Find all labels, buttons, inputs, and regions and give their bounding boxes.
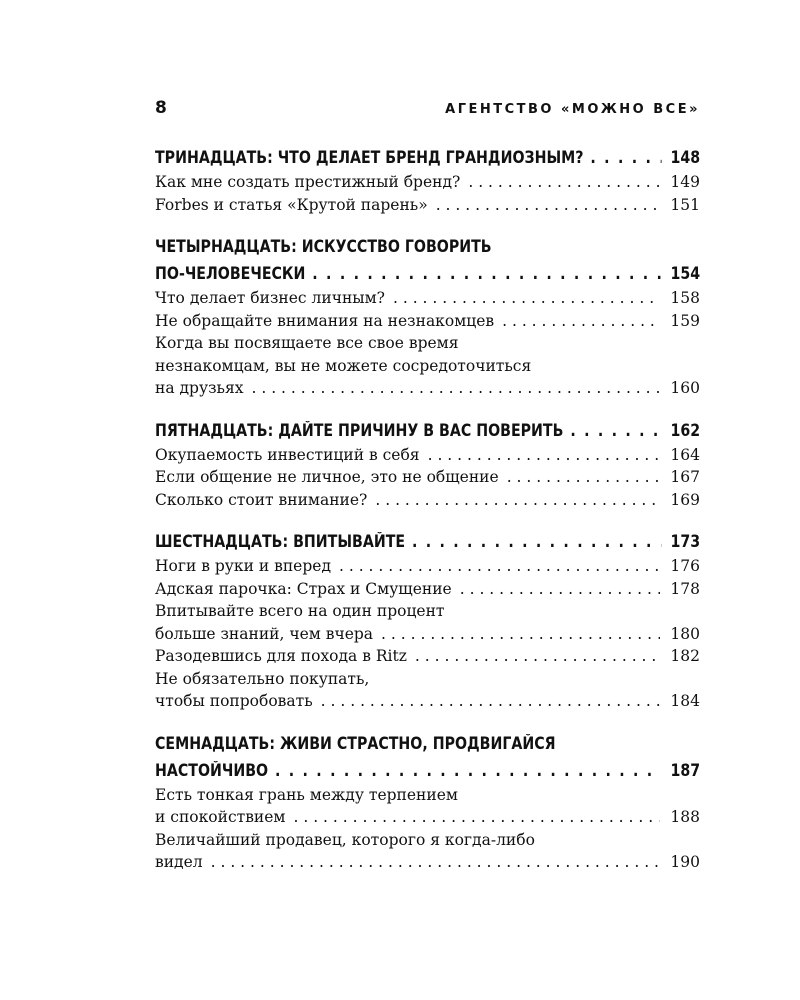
toc-chapter-line bbox=[155, 528, 700, 555]
toc-entry-line bbox=[155, 466, 700, 489]
entry-title: чтобы попробовать bbox=[155, 692, 313, 710]
toc-page-number: 162 bbox=[670, 420, 701, 440]
toc-entry-line bbox=[155, 194, 700, 217]
toc-page-number: 167 bbox=[670, 468, 700, 486]
dot-leader bbox=[468, 171, 660, 194]
toc-chapter-line bbox=[155, 260, 700, 287]
toc-entry-line bbox=[155, 578, 700, 601]
toc-page-number: 180 bbox=[670, 624, 700, 643]
chapter-title: ШЕСТНАДЦАТЬ: ВПИТЫВАЙТЕ bbox=[155, 532, 406, 551]
entry-title: Не обращайте внимания на незнакомцев bbox=[155, 311, 495, 330]
entry-title: Адская парочка: Страх и Смущение bbox=[155, 579, 452, 598]
toc-page-number: 169 bbox=[670, 490, 700, 509]
dot-leader bbox=[415, 645, 661, 668]
toc-entry-line bbox=[155, 668, 700, 691]
toc-chapter-line bbox=[155, 417, 700, 444]
toc-section bbox=[155, 528, 700, 713]
page-number: 8 bbox=[155, 98, 167, 118]
toc-chapter-line bbox=[155, 730, 700, 757]
chapter-title: НАСТОЙЧИВО bbox=[155, 760, 269, 780]
entry-title: Окупаемость инвестиций в себя bbox=[155, 445, 420, 464]
toc-chapter-line bbox=[155, 233, 700, 260]
entry-title: Впитывайте всего на один процент bbox=[155, 602, 445, 620]
chapter-title: ПО-ЧЕЛОВЕЧЕСКИ bbox=[155, 264, 306, 283]
dot-leader bbox=[381, 623, 660, 646]
dot-leader bbox=[502, 310, 660, 333]
toc-page-number: 154 bbox=[670, 264, 701, 283]
toc-entry-line bbox=[155, 287, 700, 310]
dot-leader bbox=[321, 690, 661, 713]
toc-page-number: 173 bbox=[670, 532, 701, 551]
toc-page-number: 159 bbox=[670, 311, 700, 330]
entry-title: незнакомцам, вы не можете сосредоточиться bbox=[155, 356, 532, 375]
toc-chapter-line bbox=[155, 757, 700, 784]
entry-title: Не обязательно покупать, bbox=[155, 669, 370, 688]
dot-leader bbox=[252, 377, 661, 400]
entry-title: видел bbox=[155, 853, 203, 871]
toc-section bbox=[155, 417, 700, 512]
toc-section bbox=[155, 730, 700, 874]
toc-page-number: 187 bbox=[670, 760, 701, 780]
entry-title: Разодевшись для похода в Ritz bbox=[155, 647, 407, 665]
entry-title: на друзьях bbox=[155, 379, 244, 397]
toc-entry-line bbox=[155, 489, 700, 512]
toc-entry-line bbox=[155, 310, 700, 333]
dot-leader bbox=[570, 417, 662, 444]
entry-title: Что делает бизнес личным? bbox=[155, 289, 385, 307]
dot-leader bbox=[375, 489, 660, 512]
dot-leader bbox=[412, 528, 662, 555]
dot-leader bbox=[211, 851, 661, 874]
chapter-title: СЕМНАДЦАТЬ: ЖИВИ СТРАСТНО, ПРОДВИГАЙСЯ bbox=[155, 733, 556, 753]
chapter-title: ЧЕТЫРНАДЦАТЬ: ИСКУССТВО ГОВОРИТЬ bbox=[155, 237, 492, 256]
dot-leader bbox=[393, 287, 660, 310]
entry-title: больше знаний, чем вчера bbox=[155, 624, 374, 643]
toc-page-number: 182 bbox=[670, 647, 700, 665]
toc-page-number: 184 bbox=[670, 692, 700, 710]
toc-page-number: 148 bbox=[670, 148, 701, 167]
running-title: АГЕНТСТВО «МОЖНО ВСЕ» bbox=[445, 102, 700, 117]
toc-page-number: 178 bbox=[670, 579, 700, 598]
entry-title: Есть тонкая грань между терпением bbox=[155, 785, 458, 804]
toc-entry-line bbox=[155, 784, 700, 807]
toc-entry-line bbox=[155, 444, 700, 467]
toc-entry-line bbox=[155, 645, 700, 668]
toc-page-number: 158 bbox=[670, 289, 700, 307]
dot-leader bbox=[294, 806, 661, 829]
toc-section bbox=[155, 144, 700, 216]
toc-entry-line bbox=[155, 355, 700, 378]
dot-leader bbox=[507, 466, 661, 489]
toc-entry-line bbox=[155, 690, 700, 713]
toc-entry-line bbox=[155, 377, 700, 400]
table-of-contents bbox=[155, 144, 700, 891]
toc-entry-line bbox=[155, 555, 700, 578]
toc-chapter-line bbox=[155, 144, 700, 171]
entry-title: Forbes и статья «Крутой парень» bbox=[155, 195, 428, 214]
toc-entry-line bbox=[155, 806, 700, 829]
page-header bbox=[155, 98, 700, 118]
toc-entry-line bbox=[155, 623, 700, 646]
entry-title: Когда вы посвящаете все свое время bbox=[155, 334, 459, 352]
toc-page-number: 176 bbox=[670, 557, 700, 575]
dot-leader bbox=[428, 444, 661, 467]
toc-entry-line bbox=[155, 829, 700, 852]
toc-page-number: 188 bbox=[670, 808, 700, 826]
toc-entry-line bbox=[155, 851, 700, 874]
entry-title: Величайший продавец, которого я когда-либо bbox=[155, 830, 535, 849]
chapter-title: ТРИНАДЦАТЬ: ЧТО ДЕЛАЕТ БРЕНД ГРАНДИОЗНЫМ? bbox=[155, 148, 584, 167]
toc-page-number: 164 bbox=[670, 445, 700, 464]
toc-page-number: 151 bbox=[670, 195, 700, 214]
toc-page-number: 190 bbox=[670, 853, 700, 871]
entry-title: Как мне создать престижный бренд? bbox=[155, 173, 461, 191]
toc-section bbox=[155, 233, 700, 400]
entry-title: Если общение не личное, это не общение bbox=[155, 468, 499, 486]
dot-leader bbox=[339, 555, 660, 578]
toc-entry-line bbox=[155, 600, 700, 623]
entry-title: Сколько стоит внимание? bbox=[155, 490, 368, 509]
toc-entry-line bbox=[155, 171, 700, 194]
dot-leader bbox=[590, 144, 661, 171]
toc-entry-line bbox=[155, 332, 700, 355]
dot-leader bbox=[460, 578, 661, 601]
dot-leader bbox=[312, 260, 662, 287]
entry-title: Ноги в руки и вперед bbox=[155, 557, 331, 575]
chapter-title: ПЯТНАДЦАТЬ: ДАЙТЕ ПРИЧИНУ В ВАС ПОВЕРИТЬ bbox=[155, 420, 564, 440]
entry-title: и спокойствием bbox=[155, 808, 286, 826]
dot-leader bbox=[436, 194, 661, 217]
toc-page-number: 160 bbox=[670, 379, 700, 397]
toc-page-number: 149 bbox=[670, 173, 700, 191]
dot-leader bbox=[275, 757, 662, 784]
